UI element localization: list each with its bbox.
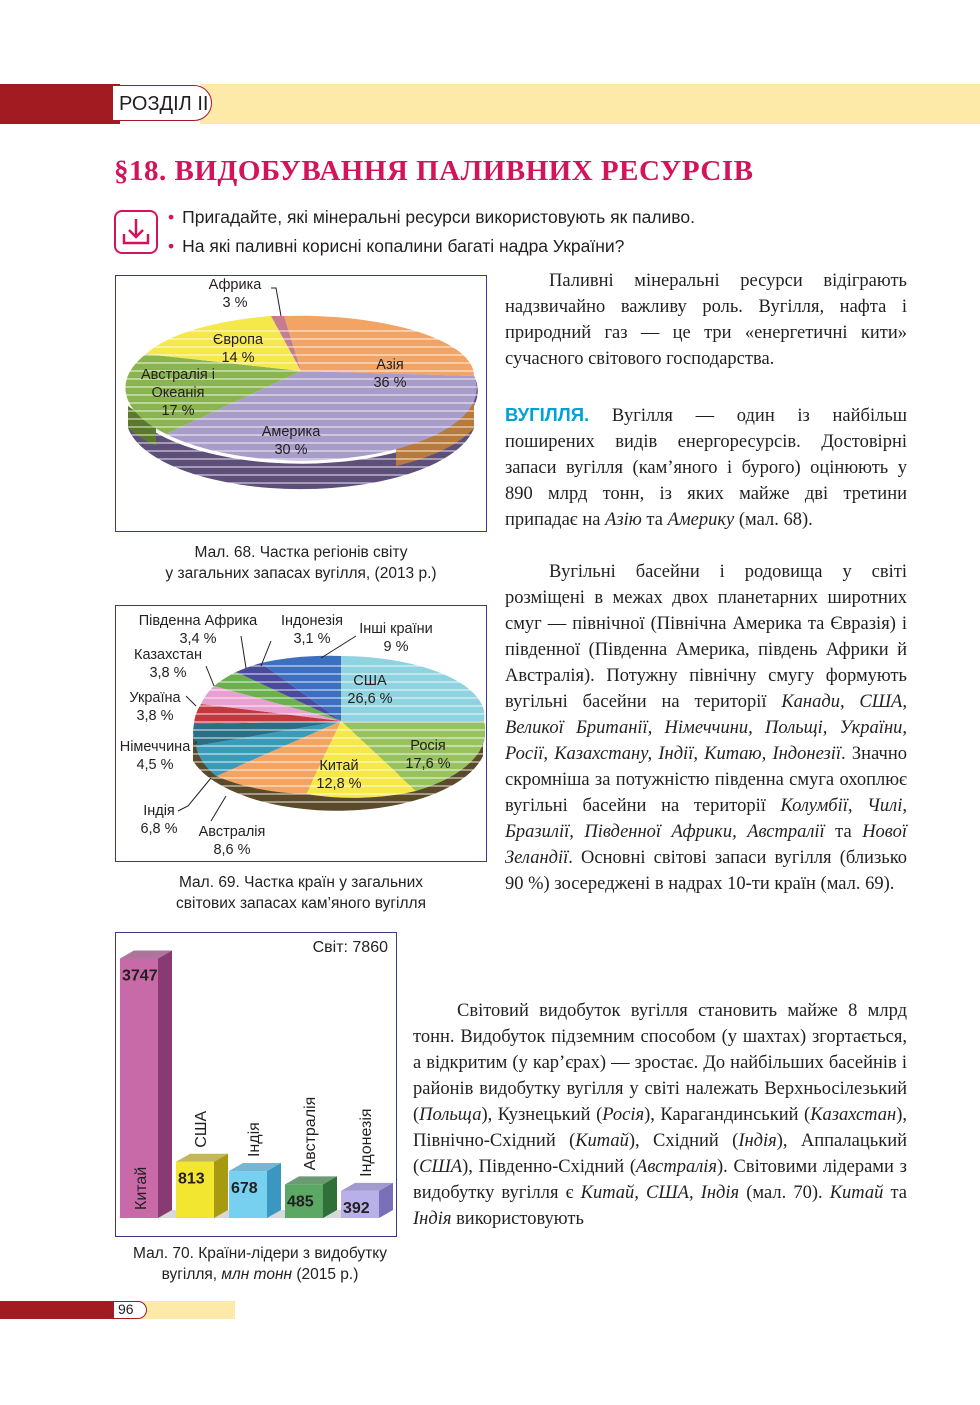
footer-bar-pale — [140, 1301, 235, 1319]
bar-category-label: США — [193, 1110, 210, 1148]
question-1: • Пригадайте, які мінеральні ресурси використовують як паливо. — [168, 207, 695, 227]
pie69-label-germany: Німеччина 4,5 % — [119, 739, 191, 773]
footer-bar-red — [0, 1301, 115, 1319]
page-title: §18. ВИДОБУВАННЯ ПАЛИВНИХ РЕСУРСІВ — [114, 155, 754, 187]
bar-category-label: Індонезія — [358, 1108, 375, 1177]
bar-side — [267, 1163, 281, 1218]
pie69-label-china: Китай 12,8 % — [316, 758, 362, 792]
figure-70-caption: Мал. 70. Країни-лідери з видобутку вугілля, млн тонн (2015 р.) — [133, 1245, 387, 1283]
recall-icon — [114, 210, 158, 254]
download-arrow-icon — [116, 212, 156, 252]
figure-68-caption: Мал. 68. Частка регіонів світу у загальних запасах вугілля, (2013 р.) — [165, 544, 437, 582]
section-label: РОЗДІЛ II — [112, 85, 212, 121]
figure-70-bar-chart — [116, 933, 395, 1235]
pie69-label-india: Індія 6,8 % — [140, 803, 178, 837]
page-number: 96 — [113, 1301, 147, 1319]
bar-side — [214, 1154, 228, 1218]
question-2: • На які паливні корисні копалини багаті надра України? — [168, 236, 625, 256]
pie69-label-other: Інші країни 9 % — [359, 621, 433, 655]
paragraph-production: Світовий видобуток вугілля становить майже 8 млрд тонн. Видобуток підземним способом (у шахтах) згортається, а відкритим (у кар’єрах) — зростає. До найбільших басейнів і районів видобутку вугілля у світі належать Верхньосілезький (Польща), Кузнецький (Росія), Карагандинський (Казахстан), Північно-Східний (Китай), Східний (Індія), Аппалацький (США), Південно-Східний (Австралія). Світовими лідерами з видобутку вугілля є Китай, США, Індія (мал. 70). Китай та Індія використовують — [413, 1001, 907, 1229]
section-bar-red — [0, 84, 120, 124]
pie68-label-africa: Африка 3 % — [208, 277, 262, 311]
paragraph-intro: Паливні мінеральні ресурси відіграють надзвичайно важливу роль. Вугілля, нафта і природний газ — це три «енергетичні кити» сучасного світового господарства. — [505, 271, 907, 369]
pie69-label-south-africa: Південна Африка 3,4 % — [138, 613, 258, 647]
paragraph-coal: ВУГІЛЛЯ. Вугілля — один із найбільш поширених видів енергоресурсів. Достовірні запаси вугілля (кам’яного і бурого) оцінюють у 890 млрд тонн, із яких майже дві третини припадає на Азію та Америку (мал. 68). — [505, 404, 907, 530]
bar-category-label: Індія — [246, 1122, 263, 1158]
pie69-label-indonesia: Індонезія 3,1 % — [280, 613, 344, 647]
figure-70-box — [115, 932, 397, 1237]
page-footer — [0, 1301, 240, 1319]
pie69-label-ukraine: Україна 3,8 % — [129, 690, 181, 724]
paragraph-basins: Вугільні басейни і родовища у світі розміщені в межах двох планетарних широтних смуг — північної (Північна Америка та Євразія) і південної (Південна Америка, південь Африки й Австралія). Потужну північну смугу формують вугільні басейни на території Канади, США, Великої Британії, Німеччини, Польщі, України, Росії, Казахстану, Індії, Китаю, Індонезії. Значно скромніша за потужністю південна смуга охоплює вугільні басейни на території Колумбії, Чилі, Бразилії, Південної Африки, Австралії та Нової Зеландії. Основні світові запаси вугілля (близько 90 %) зосереджені в надрах 10-ти країн (мал. 69). — [505, 562, 907, 894]
fig70-world-total: Світ: 7860 — [312, 939, 388, 956]
bar-value-label: 3747 — [122, 967, 158, 985]
bar-value-label: 678 — [231, 1180, 258, 1198]
pie68-label-europe: Європа 14 % — [212, 332, 264, 366]
pie68-label-asia: Азія 36 % — [373, 357, 407, 391]
pie69-label-australia: Австралія 8,6 % — [198, 824, 266, 858]
section-bar-pale — [200, 84, 980, 124]
figure-69-caption: Мал. 69. Частка країн у загальних світових запасах кам’яного вугілля — [176, 874, 426, 912]
bar-side — [158, 951, 172, 1218]
pie69-label-russia: Росія 17,6 % — [405, 738, 451, 772]
bar-category-label: Китай — [133, 1166, 150, 1210]
pie69-label-kazakhstan: Казахстан 3,8 % — [134, 647, 202, 681]
bar-value-label: 485 — [287, 1193, 314, 1211]
bar-value-label: 813 — [178, 1170, 205, 1188]
pie69-label-usa: США 26,6 % — [347, 673, 393, 707]
section-bar — [0, 84, 980, 124]
bar-category-label: Австралія — [302, 1096, 319, 1171]
bar-value-label: 392 — [343, 1199, 370, 1217]
pie68-label-america: Америка 30 % — [261, 424, 321, 458]
pie68-label-australia: Австралія і Океанія 17 % — [140, 367, 215, 419]
